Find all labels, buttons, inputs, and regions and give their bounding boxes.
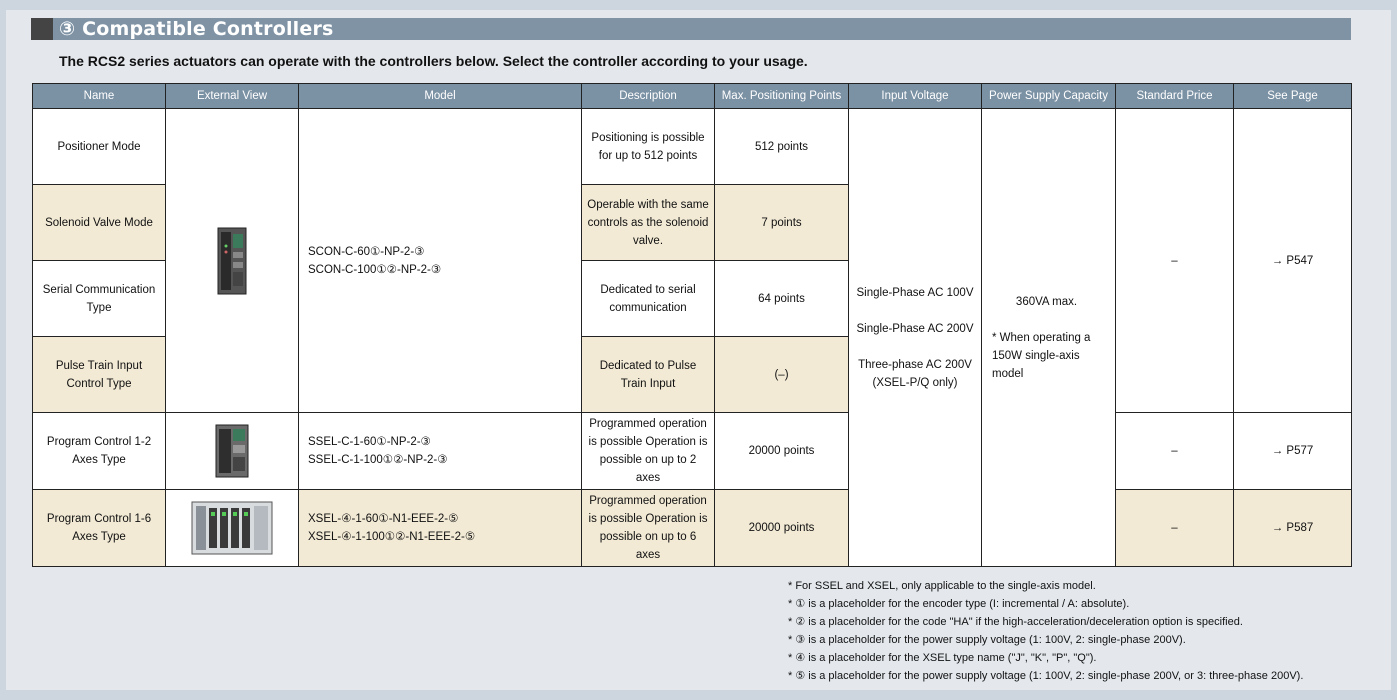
- voltage-line: Single-Phase AC 200V: [856, 322, 974, 335]
- ssel-model-line: SSEL-C-1-100①②-NP-2-③: [308, 454, 448, 466]
- header-standard-price: Standard Price: [1116, 84, 1234, 109]
- row-points: 7 points: [715, 185, 849, 261]
- table-row: [33, 413, 1352, 490]
- scon-price: –: [1116, 109, 1234, 413]
- ssel-price: –: [1116, 413, 1234, 490]
- scon-model-line: SCON-C-100①②-NP-2-③: [308, 263, 442, 276]
- ssel-image-cell: [166, 413, 299, 490]
- row-description: Positioning is possible for up to 512 points: [582, 109, 715, 185]
- row-description: Operable with the same controls as the solenoid valve.: [582, 185, 715, 261]
- header-max-points: Max. Positioning Points: [715, 84, 849, 109]
- xsel-model-cell: [299, 490, 582, 567]
- row-points: (–): [715, 337, 849, 413]
- xsel-description: Programmed operation is possible Operation is possible on up to 6 axes: [582, 490, 715, 567]
- header-see-page: See Page: [1234, 84, 1352, 109]
- header-power-capacity: Power Supply Capacity: [982, 84, 1116, 109]
- section-title: ③ Compatible Controllers: [59, 18, 334, 40]
- row-description: Dedicated to Pulse Train Input: [582, 337, 715, 413]
- header-model: Model: [299, 84, 582, 109]
- xsel-model-line: XSEL-④-1-100①②-N1-EEE-2-⑤: [308, 531, 476, 543]
- footnote: * ④ is a placeholder for the XSEL type name ("J", "K", "P", "Q").: [788, 652, 1097, 664]
- header-description: Description: [582, 84, 715, 109]
- xsel-image-cell: [166, 490, 299, 567]
- footnote: * ⑤ is a placeholder for the power supply voltage (1: 100V, 2: single-phase 200V, or 3: three-phase 200V).: [788, 670, 1304, 682]
- footnote: * ③ is a placeholder for the power supply voltage (1: 100V, 2: single-phase 200V).: [788, 634, 1186, 646]
- row-name: Positioner Mode: [33, 109, 166, 185]
- controllers-table: [32, 83, 1352, 567]
- header-row: [33, 84, 1352, 109]
- row-points: 64 points: [715, 261, 849, 337]
- scon-model-cell: [299, 109, 582, 413]
- scon-model-line: SCON-C-60①-NP-2-③: [308, 245, 425, 258]
- table-row: [33, 490, 1352, 567]
- ssel-controller-image: [213, 423, 251, 479]
- power-capacity-note: * When operating a 150W single-axis model: [992, 331, 1091, 380]
- row-name: Pulse Train Input Control Type: [33, 337, 166, 413]
- footnote: * ① is a placeholder for the encoder type (I: incremental / A: absolute).: [788, 598, 1130, 610]
- ssel-description: Programmed operation is possible Operation is possible on up to 2 axes: [582, 413, 715, 490]
- xsel-model-line: XSEL-④-1-60①-N1-EEE-2-⑤: [308, 513, 459, 525]
- ssel-points: 20000 points: [715, 413, 849, 490]
- power-capacity-cell: [982, 109, 1116, 567]
- table-row: [33, 109, 1352, 185]
- ssel-see-page[interactable]: → P577: [1234, 413, 1352, 490]
- voltage-line: Single-Phase AC 100V: [856, 286, 974, 299]
- power-capacity-main: 360VA max.: [1015, 295, 1078, 308]
- ssel-model-cell: [299, 413, 582, 490]
- footnote: * For SSEL and XSEL, only applicable to the single-axis model.: [788, 580, 1096, 592]
- voltage-line: (XSEL-P/Q only): [872, 376, 958, 389]
- ssel-model-line: SSEL-C-1-60①-NP-2-③: [308, 436, 431, 448]
- ssel-name: Program Control 1-2 Axes Type: [33, 413, 166, 490]
- xsel-controller-image: [190, 498, 274, 558]
- row-name: Solenoid Valve Mode: [33, 185, 166, 261]
- row-points: 512 points: [715, 109, 849, 185]
- input-voltage-cell: [849, 109, 982, 567]
- xsel-name: Program Control 1-6 Axes Type: [33, 490, 166, 567]
- footnote: * ② is a placeholder for the code "HA" if the high-acceleration/deceleration option is specified.: [788, 616, 1243, 628]
- section-header: [31, 18, 1351, 40]
- header-external-view: External View: [166, 84, 299, 109]
- row-description: Dedicated to serial communication: [582, 261, 715, 337]
- xsel-price: –: [1116, 490, 1234, 567]
- scon-image-cell: [166, 109, 299, 413]
- voltage-line: Three-phase AC 200V: [858, 358, 972, 371]
- xsel-see-page[interactable]: → P587: [1234, 490, 1352, 567]
- xsel-points: 20000 points: [715, 490, 849, 567]
- footnotes: [788, 577, 1303, 685]
- section-marker: [31, 18, 53, 40]
- scon-controller-image: [214, 226, 250, 296]
- row-name: Serial Communication Type: [33, 261, 166, 337]
- scon-see-page[interactable]: → P547: [1234, 109, 1352, 413]
- intro-text: The RCS2 series actuators can operate with the controllers below. Select the controller according to your usage.: [59, 53, 808, 69]
- header-name: Name: [33, 84, 166, 109]
- header-input-voltage: Input Voltage: [849, 84, 982, 109]
